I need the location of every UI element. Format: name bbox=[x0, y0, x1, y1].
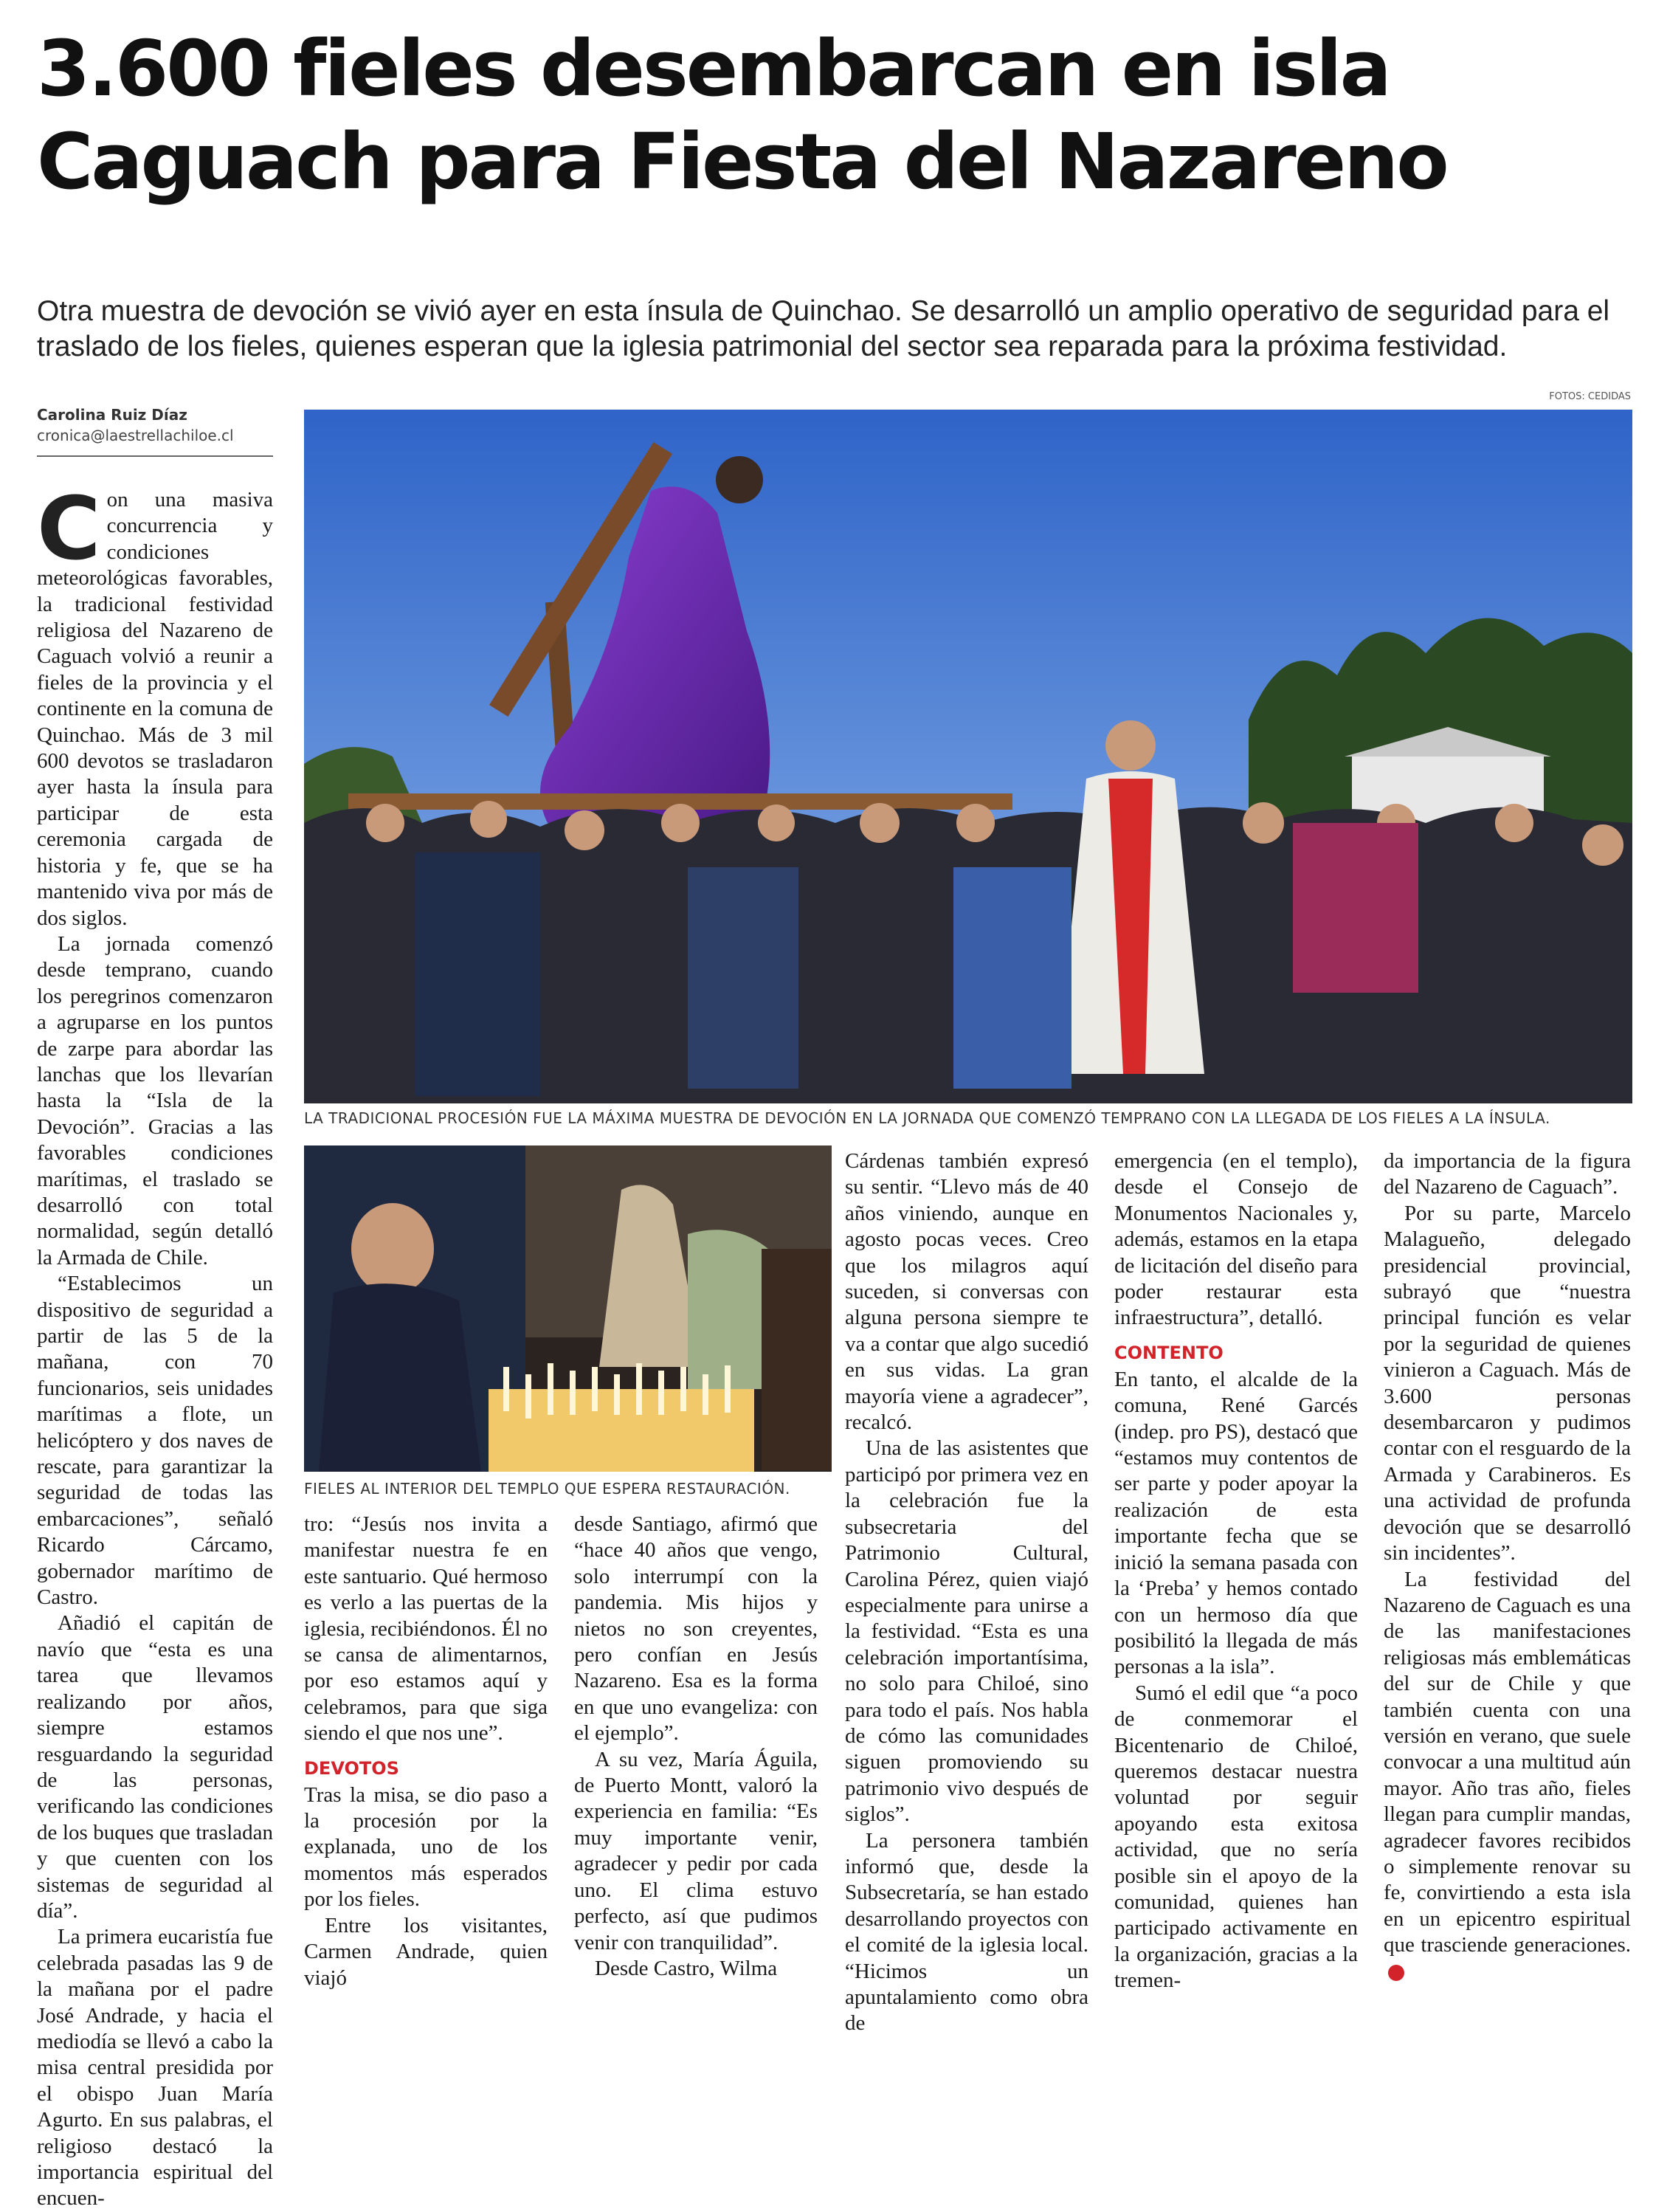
byline bbox=[37, 404, 273, 446]
paragraph: Sumó el edil que “a poco de conmemorar el Bicentenario de Chiloé, queremos destacar nuestra voluntad por seguir apoyando esta exitosa actividad, que no sería posible sin el apoyo de la comunidad, quienes han participado activamente en la organización, gracias a la tremen- bbox=[1114, 1681, 1358, 1993]
paragraph: Desde Castro, Wilma bbox=[595, 1956, 778, 1980]
paragraph: La festividad del Nazareno de Caguach es una de las manifestaciones religiosas más emblemáticas del sur de Chile y que también cuenta con una versión en verano, que suele convocar a una multitud aún mayor. Año tras año, fieles llegan para cumplir mandas, agradecer favores recibidos o simplemente renovar su fe, convirtiendo a esta isla en un epicentro espiritual que trasciende generaciones. bbox=[1384, 1567, 1631, 1957]
article-column-5 bbox=[1114, 1148, 1358, 1994]
article-column-4 bbox=[845, 1148, 1088, 2037]
photo-credit: FOTOS: CEDIDAS bbox=[1549, 391, 1631, 402]
subhead-devotos: DEVOTOS bbox=[304, 1757, 399, 1779]
main-photo-caption: LA TRADICIONAL PROCESIÓN FUE LA MÁXIMA MUESTRA DE DEVOCIÓN EN LA JORNADA QUE COMENZÓ TEMPRANO CON LA LLEGADA DE LOS FIELES A LA ÍNSULA. bbox=[304, 1109, 1550, 1127]
paragraph: Por su parte, Marcelo Malagueño, delegado presidencial provincial, subrayó que “nuestra principal función es velar por la seguridad de quienes vinieron a Caguach. Más de 3.600 personas desembarcaron y pudimos contar con el resguardo de la Armada y Carabineros. Es una actividad de profunda devoción que se desarrolló sin incidentes”. bbox=[1384, 1201, 1631, 1565]
byline-divider bbox=[37, 455, 273, 457]
deck: Otra muestra de devoción se vivió ayer en esta ínsula de Quinchao. Se desarrolló un amplio operativo de seguridad para el traslado de los fieles, quienes esperan que la iglesia patrimonial del sector sea reparada para la próxima festividad. bbox=[37, 295, 1610, 362]
secondary-photo bbox=[304, 1145, 832, 1472]
main-photo bbox=[304, 410, 1632, 1103]
paragraph: da importancia de la figura del Nazareno de Caguach”. bbox=[1384, 1149, 1631, 1199]
procession-image bbox=[304, 410, 1632, 1103]
article-column-1 bbox=[37, 478, 273, 2212]
paragraph: desde Santiago, afirmó que “hace 40 años que vengo, solo interrumpí con la pandemia. Mis hijos y nietos no son creyentes, pero confían en Jesús Nazareno. Esa es la forma en que uno evangeliza: con el ejemplo”. bbox=[574, 1512, 818, 1746]
paragraph: Entre los visitantes, Carmen Andrade, quien viajó bbox=[304, 1913, 548, 1990]
paragraph: La primera eucaristía fue celebrada pasadas las 9 de la mañana por el padre José Andrade, y hacia el mediodía se llevó a cabo la misa central presidida por el obispo Juan María Agurto. En sus palabras, el religioso destacó la importancia espiritual del encuen- bbox=[37, 1925, 273, 2211]
paragraph: tro: “Jesús nos invita a manifestar nuestra fe en este santuario. Qué hermoso es verlo a las puertas de la iglesia, recibiéndonos. Él no se cansa de alimentarnos, por eso estamos aquí y celebramos, para que siga siendo el que nos une”. bbox=[304, 1512, 548, 1746]
article-column-2 bbox=[304, 1512, 548, 1991]
paragraph: A su vez, María Águila, de Puerto Montt, valoró la experiencia en familia: “Es muy importante venir, agradecer y pedir por cada uno. El clima estuvo perfecto, así que pudimos venir con tranquilidad”. bbox=[574, 1747, 818, 1954]
paragraph: Cárdenas también expresó su sentir. “Llevo más de 40 años viniendo, aunque en agosto pocas veces. Creo que los milagros aquí suceden, si conversas con alguna persona siempre te va a contar que algo sucedió en sus vidas. La gran mayoría viene a agradecer”, recalcó. bbox=[845, 1149, 1088, 1435]
author-name: Carolina Ruiz Díaz bbox=[37, 406, 187, 424]
paragraph: La jornada comenzó desde temprano, cuando los peregrinos comenzaron a agruparse en los puntos de zarpe para abordar las lanchas que los llevarían hasta la “Isla de la Devoción”. Gracias a las favorables condiciones marítimas, el traslado se desarrolló con total normalidad, según detalló la Armada de Chile. bbox=[37, 931, 273, 1269]
paragraph: En tanto, el alcalde de la comuna, René Garcés (indep. pro PS), destacó que “estamos muy contentos de ser parte y poder apoyar la realización de esta importante fecha que se inició la semana pasada con la ‘Preba’ y hemos contado con un hermoso día que posibilitó la llegada de más personas a la isla”. bbox=[1114, 1367, 1358, 1679]
paragraph: La personera también informó que, desde la Subsecretaría, se han estado desarrollando proyectos con el comité de la iglesia local. “Hicimos un apuntalamiento como obra de bbox=[845, 1828, 1088, 2036]
secondary-photo-caption: FIELES AL INTERIOR DEL TEMPLO QUE ESPERA RESTAURACIÓN. bbox=[304, 1480, 790, 1498]
paragraph: “Establecimos un dispositivo de seguridad a partir de las 5 de la mañana, con 70 funcionarios, seis unidades marítimas a flote, un helicóptero y dos naves de rescate, para garantizar la seguridad de todas las embarcaciones”, señaló Ricardo Cárcamo, gobernador marítimo de Castro. bbox=[37, 1272, 273, 1610]
paragraph: Tras la misa, se dio paso a la procesión por la explanada, uno de los momentos más esperados por los fieles. bbox=[304, 1782, 548, 1912]
article-column-6 bbox=[1384, 1148, 1631, 1985]
subhead-contento: CONTENTO bbox=[1114, 1342, 1224, 1363]
headline: 3.600 fieles desembarcan en isla Caguach para Fiesta del Nazareno bbox=[37, 24, 1447, 207]
paragraph: on una masiva concurrencia y condiciones meteorológicas favorables, la tradicional festividad religiosa del Nazareno de Caguach volvió a reunir a fieles de la provincia y el continente en la comuna de Quinchao. Más de 3 mil 600 devotos se trasladaron ayer hasta la ínsula para participar de esta ceremonia cargada de historia y fe, que se ha mantenido viva por más de dos siglos. bbox=[37, 488, 273, 930]
article-column-3 bbox=[574, 1512, 818, 1982]
dropcap: C bbox=[37, 478, 101, 579]
author-email[interactable]: cronica@laestrellachiloe.cl bbox=[37, 427, 234, 444]
paragraph: Añadió el capitán de navío que “esta es una tarea que llevamos realizando por años, siempre estamos resguardando la seguridad de las personas, verificando las condiciones de los buques que trasladan y que cuenten con los sistemas de seguridad al día”. bbox=[37, 1611, 273, 1923]
paragraph: Una de las asistentes que participó por primera vez en la celebración fue la subsecretaria del Patrimonio Cultural, Carolina Pérez, quien viajó especialmente para unirse a la festividad. “Esta es una celebración importantísima, no solo para Chiloé, sino para todo el país. Nos habla de cómo las comunidades siguen promoviendo su patrimonio vivo después de siglos”. bbox=[845, 1436, 1088, 1827]
end-mark-icon: ✪ bbox=[1388, 1965, 1404, 1981]
paragraph: emergencia (en el templo), desde el Consejo de Monumentos Nacionales y, además, estamos en la etapa de licitación del diseño para poder restaurar esta infraestructura”, detalló. bbox=[1114, 1149, 1358, 1330]
church-interior-image bbox=[304, 1145, 832, 1472]
